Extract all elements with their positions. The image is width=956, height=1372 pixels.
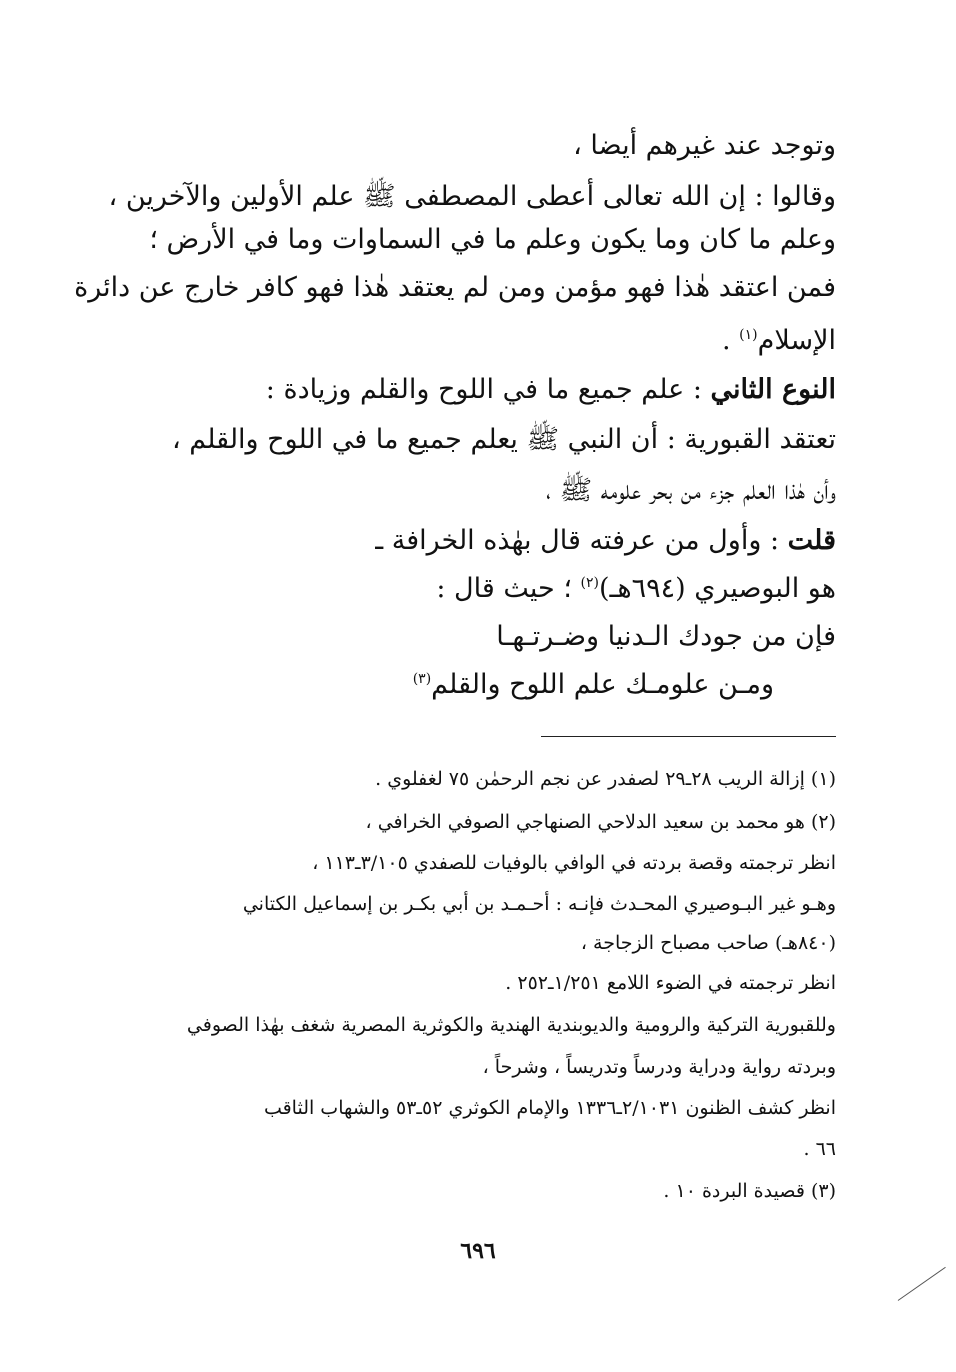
footnote-line-1 <box>375 764 836 794</box>
footnote-line-8 <box>483 1052 836 1082</box>
footnote-marker: (٣) <box>412 671 432 687</box>
footnote-text: (١) إزالة الريب ٢٨ـ٢٩ لصفدر عن نجم الرحمٰن ٧٥ لغفلوي . <box>375 768 836 790</box>
main-line-6 <box>266 370 836 410</box>
main-line-text: : وأول من عرفته قال بهٰذه الخرافة ـ <box>375 525 788 556</box>
main-line-1 <box>573 126 836 166</box>
main-line-7 <box>172 420 836 460</box>
footnote-line-11 <box>663 1176 836 1206</box>
main-line-3 <box>149 220 836 260</box>
main-line-text: تعتقد القبورية : أن النبي ﷺ يعلم جميع ما في اللوح والقلم ، <box>171 424 836 455</box>
main-line-text: : علم جميع ما في اللوح والقلم وزيادة : <box>265 374 711 405</box>
footnote-text: وهـو غير البـوصيري المحـدث فإنـه : أحـمـد بن أبي بكـر بن إسماعيل الكتاني <box>242 893 836 915</box>
main-line-text: وتوجد عند غيرهم أيضا ، <box>573 130 836 161</box>
main-line-text: هو البوصيري (٦٩٤هـ) <box>598 573 836 604</box>
footnote-line-7 <box>187 1010 836 1040</box>
footnote-line-4 <box>243 889 836 919</box>
verse-line-1 <box>496 617 836 657</box>
main-line-text: وأن هٰذا العلم جزء من بحر علومه ﷺ ، <box>545 475 836 506</box>
main-line-text: الإسلام <box>757 325 836 356</box>
main-line-text: فمن اعتقد هٰذا فهو مؤمن ومن لم يعتقد هٰذا فهو كافر خارج عن دائرة <box>74 272 836 303</box>
verse-line-2 <box>413 665 774 705</box>
verse-text: ومـن علومـك علم اللوح والقلم <box>431 669 774 700</box>
main-line-2 <box>109 177 836 217</box>
footnote-text: انظر كشف الظنون ٢/١٠٣١ـ١٣٣٦ والإمام الكوثري ٥٢ـ٥٣ والشهاب الثاقب <box>263 1097 836 1119</box>
footnote-text: وللقبورية التركية والرومية والديوبندية الهندية والكوثرية المصرية شغف بهٰذا الصوفي <box>186 1014 836 1036</box>
main-line-text: وقالوا : إن الله تعالى أعطى المصطفى ﷺ علم الأولين والآخرين ، <box>108 181 836 212</box>
main-line-10 <box>436 569 836 609</box>
footnote-marker: (٢) <box>580 575 599 591</box>
section-heading: النوع الثاني <box>710 374 836 405</box>
remark-label: قلت <box>787 525 836 556</box>
main-line-text: وعلم ما كان وما يكون وعلم ما في السماوات وما في الأرض ؛ <box>149 224 836 255</box>
footnote-line-5 <box>581 928 836 958</box>
footnote-text: ٦٦ . <box>803 1138 836 1160</box>
footnote-text: انظر ترجمته وقصة بردته في الوافي بالوفيات للصفدي ٣/١٠٥ـ١١٣ ، <box>312 852 836 874</box>
main-line-5 <box>722 321 836 361</box>
scan-mark <box>898 1267 946 1301</box>
footnote-text: انظر ترجمته في الضوء اللامع ١/٢٥١ـ٢٥٢ . <box>505 972 836 994</box>
footnote-marker: (١) <box>739 327 758 343</box>
main-line-text: . <box>722 325 740 356</box>
footnote-text: (٨٤٠هـ) صاحب مصباح الزجاجة ، <box>580 932 836 954</box>
page-number: ٦٩٦ <box>460 1238 496 1264</box>
footnote-line-6 <box>505 968 836 998</box>
main-line-8 <box>546 471 836 511</box>
footnote-line-2 <box>366 807 836 837</box>
footnote-line-9 <box>264 1093 836 1123</box>
footnote-line-10 <box>803 1134 836 1164</box>
main-line-9 <box>375 521 836 561</box>
main-line-text: ؛ حيث قال : <box>436 573 581 604</box>
footnote-text: وبردته رواية ودراية ودرساً وتدريساً ، وشرحاً ، <box>482 1056 836 1078</box>
footnote-text: (٢) هو محمد بن سعيد الدلاحي الصنهاجي الصوفي الخرافي ، <box>365 811 836 833</box>
verse-text: فإن من جودك الـدنيا وضـرتـهـا <box>496 621 836 652</box>
main-line-4 <box>74 268 836 308</box>
footnote-line-3 <box>312 848 836 878</box>
footnote-text: (٣) قصيدة البردة ١٠ . <box>663 1180 836 1202</box>
footnote-separator <box>541 736 836 737</box>
